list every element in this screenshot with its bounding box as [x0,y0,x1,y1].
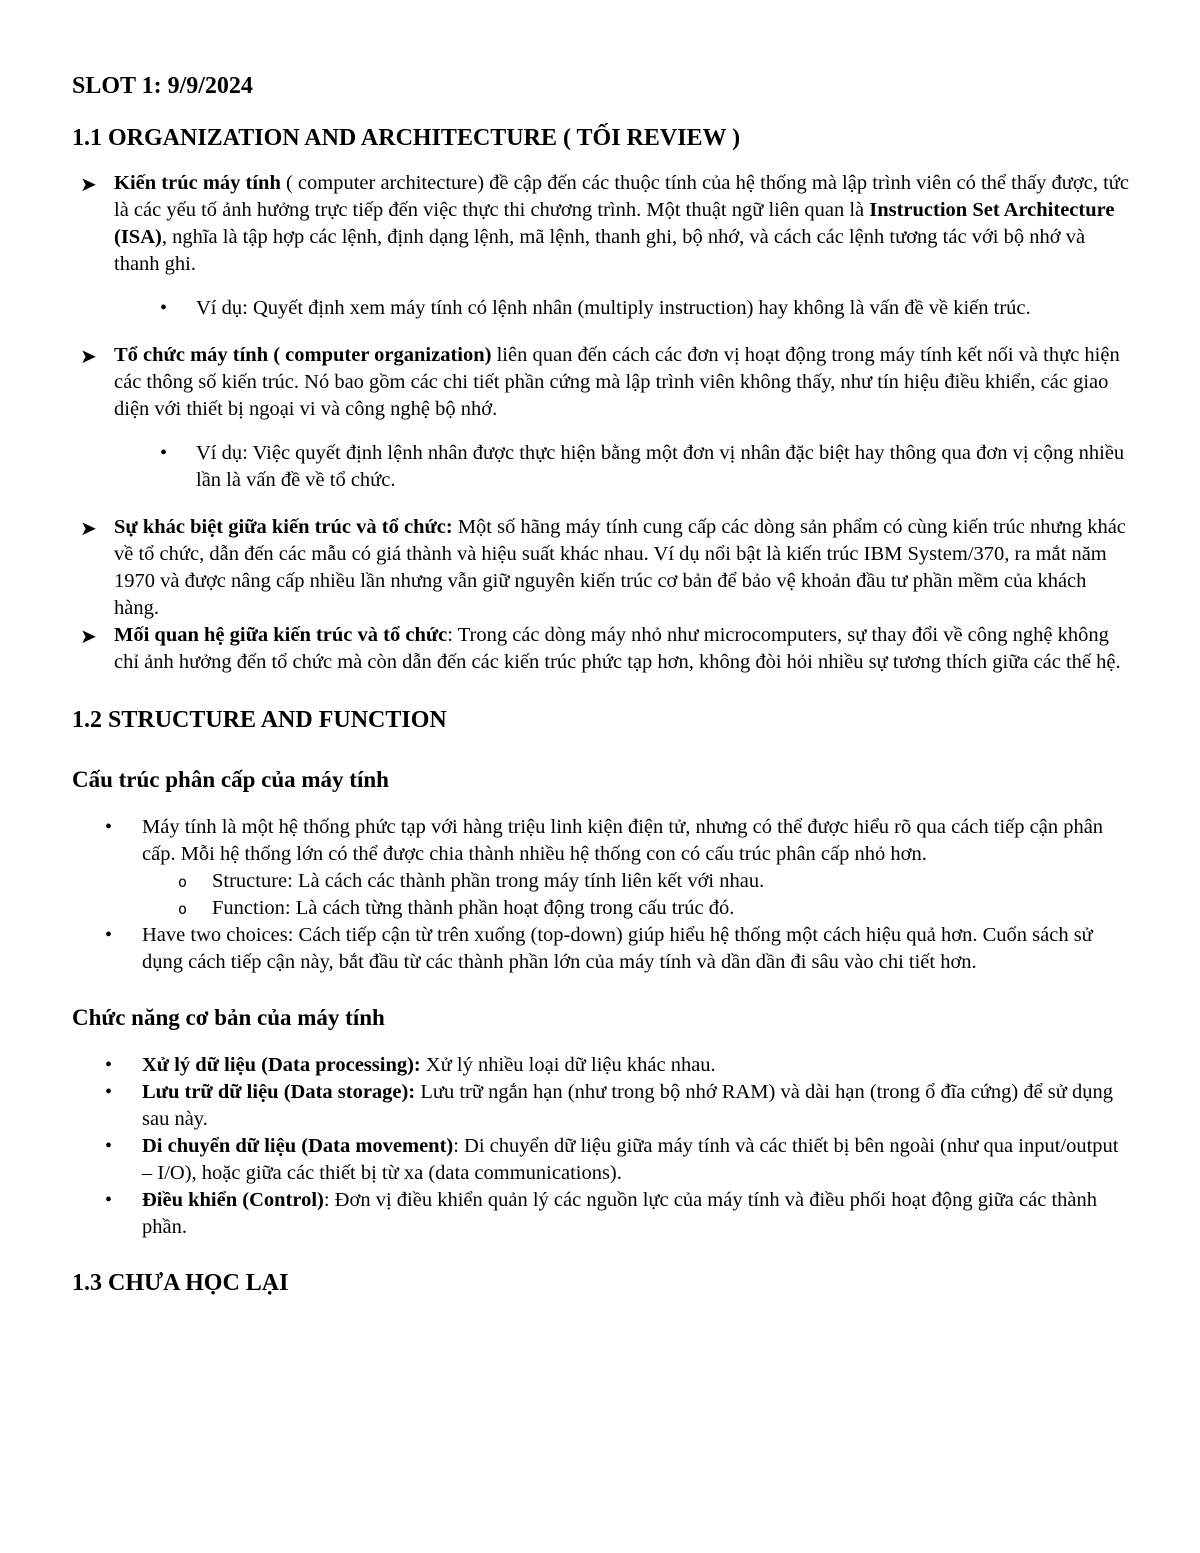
bullet-dot-icon: • [105,1081,113,1103]
arch-example-list [72,295,1132,322]
arch-example [72,295,1132,322]
hierarchy-item-1 [72,814,1132,868]
function-item-movement [72,1133,1132,1187]
function-item-storage [72,1079,1132,1133]
function-heading: Chức năng cơ bản của máy tính [72,1005,385,1030]
function-list [72,1052,1132,1241]
bullet-dot-icon: • [160,297,168,319]
processing-text: Xử lý nhiều loại dữ liệu khác nhau. [420,1054,716,1076]
arch-text-b: , nghĩa là tập hợp các lệnh, định dạng lệnh, mã lệnh, thanh ghi, bộ nhớ, và cách các lệnh tương tác với bộ nhớ và thanh ghi. [114,226,1086,275]
arrow-bullet-icon: ➤ [80,344,97,368]
org-text: liên quan đến cách các đơn vị hoạt động trong máy tính kết nối và thực hiện các thông số kiến trúc. Nó bao gồm các chi tiết phần cứng mà lập trình viên không thấy, như tín hiệu điều khiển, các giao diện với thiết bị ngoại vi và công nghệ bộ nhớ. [114,344,1120,420]
hierarchy-list-2 [72,922,1132,976]
function-item-processing [72,1052,1132,1079]
hierarchy-item-2-text: Have two choices: Cách tiếp cận từ trên xuống (top-down) giúp hiểu hệ thống một cách hiệu quả hơn. Cuốn sách sử dụng cách tiếp cận này, bắt đầu từ các thành phần lớn của máy tính và dần dần đi sâu vào chi tiết hơn. [142,924,1093,973]
slot-heading: SLOT 1: 9/9/2024 [72,73,253,99]
arrow-bullet-icon: ➤ [80,172,97,196]
diff-rel-list [72,514,1132,676]
processing-term: Xử lý dữ liệu (Data processing): [142,1054,421,1076]
diff-text: Một số hãng máy tính cung cấp các dòng sản phẩm có cùng kiến trúc nhưng khác về tổ chức, dẫn đến các mẫu có giá thành và hiệu suất khác nhau. Ví dụ nổi bật là kiến trúc IBM System/370, ra mắt năm 1970 và được nâng cấp nhiều lần nhưng vẫn giữ nguyên kiến trúc cơ bản để bảo vệ khoản đầu tư phần mềm của khách hàng. [114,516,1126,619]
arrow-bullet-icon: ➤ [80,516,97,540]
function-item-control [72,1187,1132,1241]
org-example-text: Ví dụ: Việc quyết định lệnh nhân được thực hiện bằng một đơn vị nhân đặc biệt hay thông qua đơn vị cộng nhiều lần là vấn đề về tổ chức. [196,442,1125,491]
arch-example-text: Ví dụ: Quyết định xem máy tính có lệnh nhân (multiply instruction) hay không là vấn đề về kiến trúc. [196,297,1031,319]
rel-text: : Trong các dòng máy nhỏ như microcomputers, sự thay đổi về công nghệ không chỉ ảnh hưởng đến tổ chức mà còn dẫn đến các kiến trúc phức tạp hơn, không đòi hỏi nhiều sự tương thích giữa các thế hệ. [114,624,1121,673]
arrow-bullet-icon: ➤ [80,624,97,648]
org-list [72,342,1132,423]
diff-term: Sự khác biệt giữa kiến trúc và tổ chức: [114,516,453,538]
movement-term: Di chuyển dữ liệu (Data movement) [142,1135,454,1157]
section-1-1-list [72,170,1132,278]
org-item [72,342,1132,423]
structure-item [72,868,1132,895]
org-term: Tổ chức máy tính ( computer organization) [114,344,492,366]
hollow-circle-bullet-icon: o [178,873,188,891]
arch-term: Kiến trúc máy tính [114,172,281,194]
org-example-list [72,440,1132,494]
hollow-circle-bullet-icon: o [178,900,188,918]
function-text: Function: Là cách từng thành phần hoạt động trong cấu trúc đó. [212,897,735,919]
storage-text: Lưu trữ ngắn hạn (như trong bộ nhớ RAM) và dài hạn (trong ổ đĩa cứng) để sử dụng sau này. [142,1081,1113,1130]
hierarchy-list [72,814,1132,868]
bullet-dot-icon: • [105,816,113,838]
section-1-3-heading: 1.3 CHƯA HỌC LẠI [72,1270,289,1296]
storage-term: Lưu trữ dữ liệu (Data storage): [142,1081,416,1103]
org-example [72,440,1132,494]
movement-text: : Di chuyển dữ liệu giữa máy tính và các thiết bị bên ngoài (như qua input/output – I/O), hoặc giữa các thiết bị từ xa (data communications). [142,1135,1119,1184]
control-text: : Đơn vị điều khiển quản lý các nguồn lực của máy tính và điều phối hoạt động giữa các thành phần. [142,1189,1097,1238]
rel-term: Mối quan hệ giữa kiến trúc và tổ chức [114,624,448,646]
hierarchy-heading: Cấu trúc phân cấp của máy tính [72,767,389,792]
bullet-dot-icon: • [105,1135,113,1157]
document-page [72,70,1132,1299]
bullet-dot-icon: • [105,924,113,946]
bullet-dot-icon: • [160,442,168,464]
function-item [72,895,1132,922]
hierarchy-item-1-text: Máy tính là một hệ thống phức tạp với hàng triệu linh kiện điện tử, nhưng có thể được hiểu rõ qua cách tiếp cận phân cấp. Mỗi hệ thống lớn có thể được chia thành nhiều hệ thống con có cấu trúc phân cấp nhỏ hơn. [142,816,1104,865]
diff-item [72,514,1132,622]
section-1-1-heading: 1.1 ORGANIZATION AND ARCHITECTURE ( TỐI REVIEW ) [72,125,741,151]
bullet-dot-icon: • [105,1189,113,1211]
control-term: Điều khiển (Control) [142,1189,324,1211]
bullet-dot-icon: • [105,1054,113,1076]
arch-item [72,170,1132,278]
hierarchy-item-2 [72,922,1132,976]
isa-term: Instruction Set Architecture (ISA) [114,199,1115,248]
section-1-2-heading: 1.2 STRUCTURE AND FUNCTION [72,707,447,733]
rel-item [72,622,1132,676]
hierarchy-sublist [72,868,1132,922]
structure-text: Structure: Là cách các thành phần trong máy tính liên kết với nhau. [212,870,765,892]
arch-text-a: ( computer architecture) đề cập đến các thuộc tính của hệ thống mà lập trình viên có thể thấy được, tức là các yếu tố ảnh hưởng trực tiếp đến việc thực thi chương trình. Một thuật ngữ liên quan là [114,172,1130,221]
